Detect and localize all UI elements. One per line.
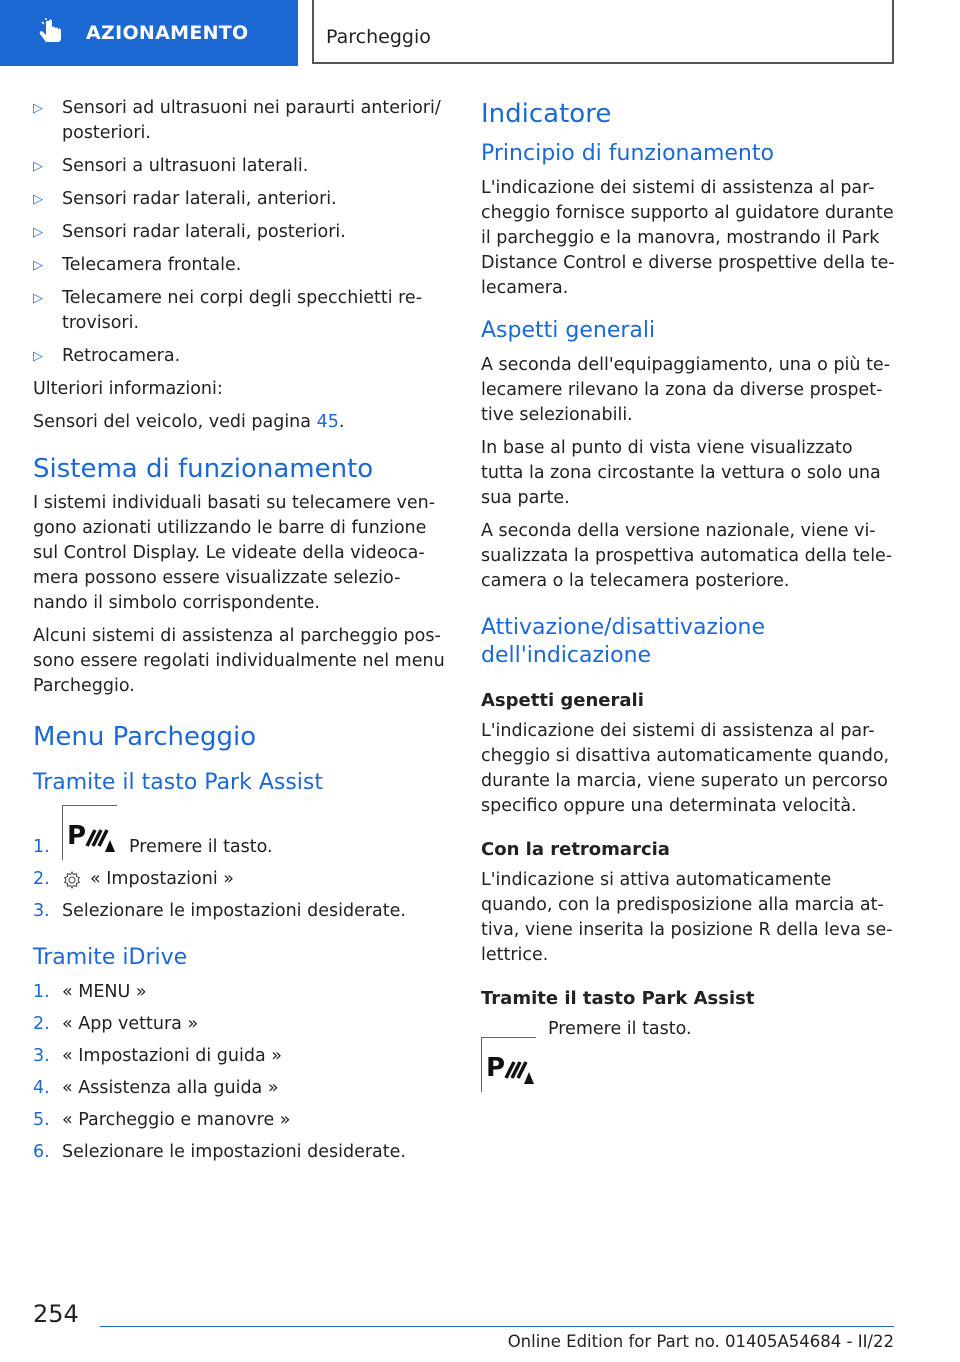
list-item: ▷ Telecamera frontale. [33, 253, 448, 278]
subheading-aspetti: Aspetti generali [481, 690, 644, 711]
section-tab [0, 0, 298, 66]
heading-sistema: Sistema di funzionamento [33, 454, 374, 484]
park-assist-instruction: P Premere il tasto. [481, 1017, 896, 1092]
heading-principio: Principio di funzionamento [481, 141, 774, 166]
svg-text:P: P [486, 1053, 506, 1083]
step-item: 2. « App vettura » [33, 1014, 199, 1034]
park-assist-icon [62, 805, 117, 860]
page-number: 254 [33, 1300, 79, 1328]
edition-label: Online Edition for Part no. 01405A54684 - II/22 [507, 1332, 894, 1351]
step-item: 6. Selezionare le impostazioni desiderate. [33, 1142, 406, 1162]
heading-tasto: Tramite il tasto Park Assist [33, 770, 324, 795]
hand-pointer-icon [36, 18, 66, 48]
park-assist-icon [481, 1037, 536, 1092]
left-column [33, 96, 448, 1172]
step-item: 2. « Impostazioni » [33, 869, 234, 889]
triangle-bullet-icon: ▷ [33, 192, 43, 207]
paragraph: L'indicazione dei sistemi di assistenza al par-cheggio si disattiva automaticamente quando, durante la marcia, viene superato un percorso specifico oppure una determinata velocità. [481, 721, 890, 816]
heading-idrive: Tramite iDrive [33, 945, 188, 970]
step-item: 3. « Impostazioni di guida » [33, 1046, 282, 1066]
heading-menu: Menu Parcheggio [33, 722, 257, 752]
triangle-bullet-icon: ▷ [33, 159, 43, 174]
heading-aspetti: Aspetti generali [481, 318, 656, 343]
list-item: ▷ Telecamere nei corpi degli specchietti re-trovisori. [33, 286, 448, 336]
paragraph: A seconda dell'equipaggiamento, una o più te-lecamere rilevano la zona da diverse prospet-tive selezionabili. [481, 355, 891, 425]
right-column [481, 96, 896, 1092]
step-item: 1. P Premere il tasto. [33, 805, 448, 860]
paragraph: Alcuni sistemi di assistenza al parcheggio pos-sono essere regolati individualmente nel menu Parcheggio. [33, 626, 445, 696]
page-link[interactable]: 45 [316, 412, 339, 432]
subheading-tasto: Tramite il tasto Park Assist [481, 988, 755, 1009]
triangle-bullet-icon: ▷ [33, 225, 43, 240]
gear-icon [62, 870, 82, 890]
triangle-bullet-icon: ▷ [33, 349, 43, 364]
page-title: Parcheggio [326, 26, 431, 48]
more-info-label: Ulteriori informazioni: [33, 379, 223, 399]
triangle-bullet-icon: ▷ [33, 101, 43, 116]
paragraph: L'indicazione dei sistemi di assistenza al par-cheggio fornisce supporto al guidatore durante il parcheggio e la manovra, mostrando il Park Distance Control e diverse prospettive della te-lecamera. [481, 178, 895, 298]
list-item: ▷ Retrocamera. [33, 344, 448, 369]
page-title-box [312, 0, 894, 64]
triangle-bullet-icon: ▷ [33, 258, 43, 273]
triangle-bullet-icon: ▷ [33, 291, 43, 306]
step-item: 1. « MENU » [33, 982, 147, 1002]
svg-text:P: P [67, 821, 87, 851]
paragraph: A seconda della versione nazionale, viene vi-sualizzata la prospettiva automatica della tele-camera o la telecamera posteriore. [481, 521, 893, 591]
step-item: 4. « Assistenza alla guida » [33, 1078, 279, 1098]
cross-reference: Sensori del veicolo, vedi pagina 45. [33, 412, 345, 432]
footer-divider [100, 1326, 894, 1327]
list-item: ▷ Sensori radar laterali, posteriori. [33, 220, 448, 245]
subheading-retromarcia: Con la retromarcia [481, 839, 670, 860]
step-item: 3. Selezionare le impostazioni desiderate. [33, 901, 406, 921]
paragraph: L'indicazione si attiva automaticamente quando, con la predisposizione alla marcia at-tiva, viene inserita la posizione R della leva se-lettrice. [481, 870, 893, 965]
paragraph: In base al punto di vista viene visualizzato tutta la zona circostante la vettura o solo una sua parte. [481, 438, 881, 508]
list-item: ▷ Sensori a ultrasuoni laterali. [33, 154, 448, 179]
paragraph: I sistemi individuali basati su telecamere ven-gono azionati utilizzando le barre di funzione sul Control Display. Le videate della videoca-mera possono essere visualizzate selezio-nando il simbolo corrispondente. [33, 493, 436, 613]
list-item: ▷ Sensori radar laterali, anteriori. [33, 187, 448, 212]
list-item: ▷ Sensori ad ultrasuoni nei paraurti anteriori/ posteriori. [33, 96, 448, 146]
step-item: 5. « Parcheggio e manovre » [33, 1110, 291, 1130]
section-label: AZIONAMENTO [86, 22, 249, 44]
heading-indicatore: Indicatore [481, 99, 612, 129]
heading-attivazione: Attivazione/disattivazione dell'indicazione [481, 615, 766, 668]
